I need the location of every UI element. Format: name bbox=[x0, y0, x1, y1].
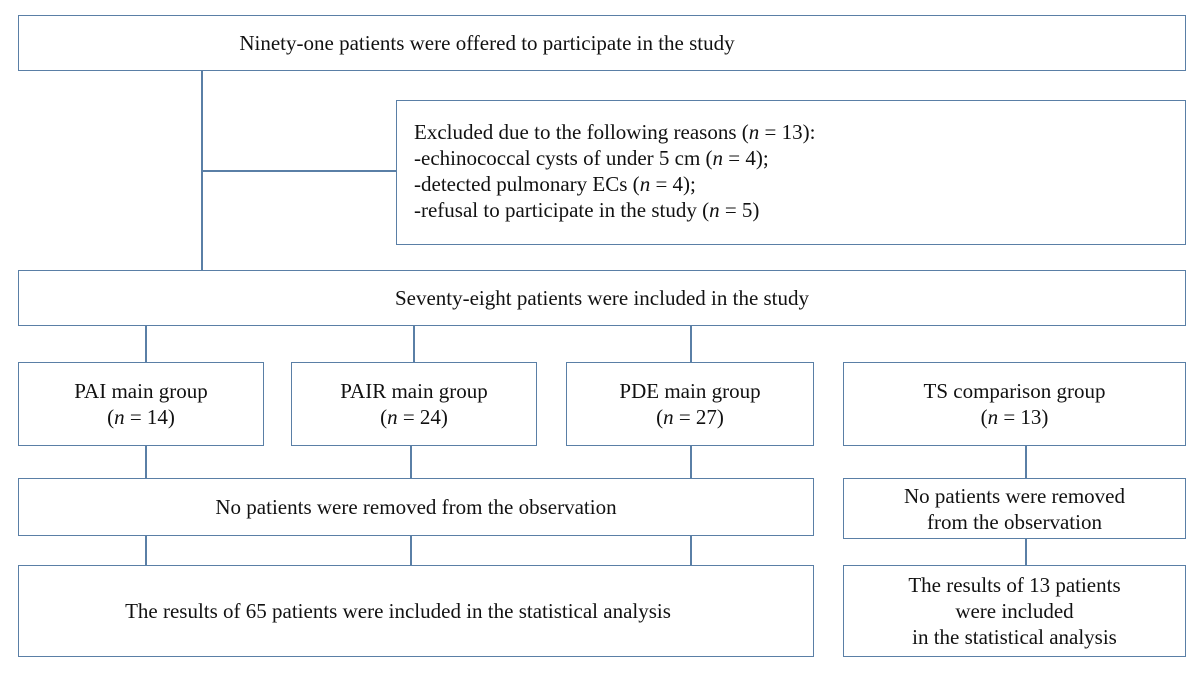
group-pair-n: (n = 24) bbox=[380, 405, 448, 429]
box-offered bbox=[18, 15, 1186, 71]
box-group-pair bbox=[291, 362, 537, 446]
connector-pai-to-removed bbox=[145, 446, 147, 479]
box-removed-main bbox=[18, 478, 814, 536]
connector-to-excluded bbox=[201, 170, 397, 172]
group-pde-n: (n = 27) bbox=[656, 405, 724, 429]
group-ts-name: TS comparison group bbox=[923, 379, 1106, 403]
box-results-ts bbox=[843, 565, 1186, 657]
excluded-reason-3: -refusal to participate in the study (n = 5) bbox=[414, 198, 760, 222]
box-group-ts bbox=[843, 362, 1186, 446]
group-pair-name: PAIR main group bbox=[340, 379, 488, 403]
box-removed-ts bbox=[843, 478, 1186, 539]
results-main-text: The results of 65 patients were included in the statistical analysis bbox=[125, 599, 671, 623]
removed-ts-line-1: No patients were removed bbox=[903, 483, 1125, 508]
box-group-pde bbox=[566, 362, 814, 446]
removed-main-text: No patients were removed from the observation bbox=[215, 495, 617, 519]
results-ts-line-3: in the statistical analysis bbox=[912, 625, 1117, 649]
box-results-main bbox=[18, 565, 814, 657]
connector-pde-to-removed bbox=[690, 446, 692, 479]
group-ts-n: (n = 13) bbox=[980, 405, 1049, 429]
connector-included-to-pde bbox=[690, 325, 692, 363]
excluded-reason-2: -detected pulmonary ECs (n = 4); bbox=[414, 172, 696, 196]
group-pai-n: (n = 14) bbox=[107, 405, 175, 429]
connector-removed-to-results-3 bbox=[690, 535, 692, 566]
box-included bbox=[18, 270, 1186, 326]
connector-ts-removed-to-results bbox=[1025, 538, 1027, 566]
connector-included-to-pai bbox=[145, 325, 147, 363]
results-ts-line-2: were included bbox=[955, 599, 1074, 623]
connector-removed-to-results-1 bbox=[145, 535, 147, 566]
removed-ts-line-2: from the observation bbox=[927, 509, 1102, 534]
connector-pair-to-removed bbox=[410, 446, 412, 479]
connector-ts-to-removed bbox=[1025, 446, 1027, 479]
group-pde-name: PDE main group bbox=[619, 379, 761, 403]
results-ts-line-1: The results of 13 patients bbox=[908, 573, 1121, 597]
connector-removed-to-results-2 bbox=[410, 535, 412, 566]
excluded-reason-1: -echinococcal cysts of under 5 cm (n = 4); bbox=[414, 146, 769, 170]
box-group-pai bbox=[18, 362, 264, 446]
connector-included-to-pair bbox=[413, 325, 415, 363]
offered-text: Ninety-one patients were offered to participate in the study bbox=[239, 31, 735, 55]
box-excluded bbox=[396, 100, 1186, 245]
excluded-title: Excluded due to the following reasons (n = 13): bbox=[414, 120, 816, 144]
included-text: Seventy-eight patients were included in the study bbox=[394, 286, 810, 310]
group-pai-name: PAI main group bbox=[74, 379, 208, 403]
